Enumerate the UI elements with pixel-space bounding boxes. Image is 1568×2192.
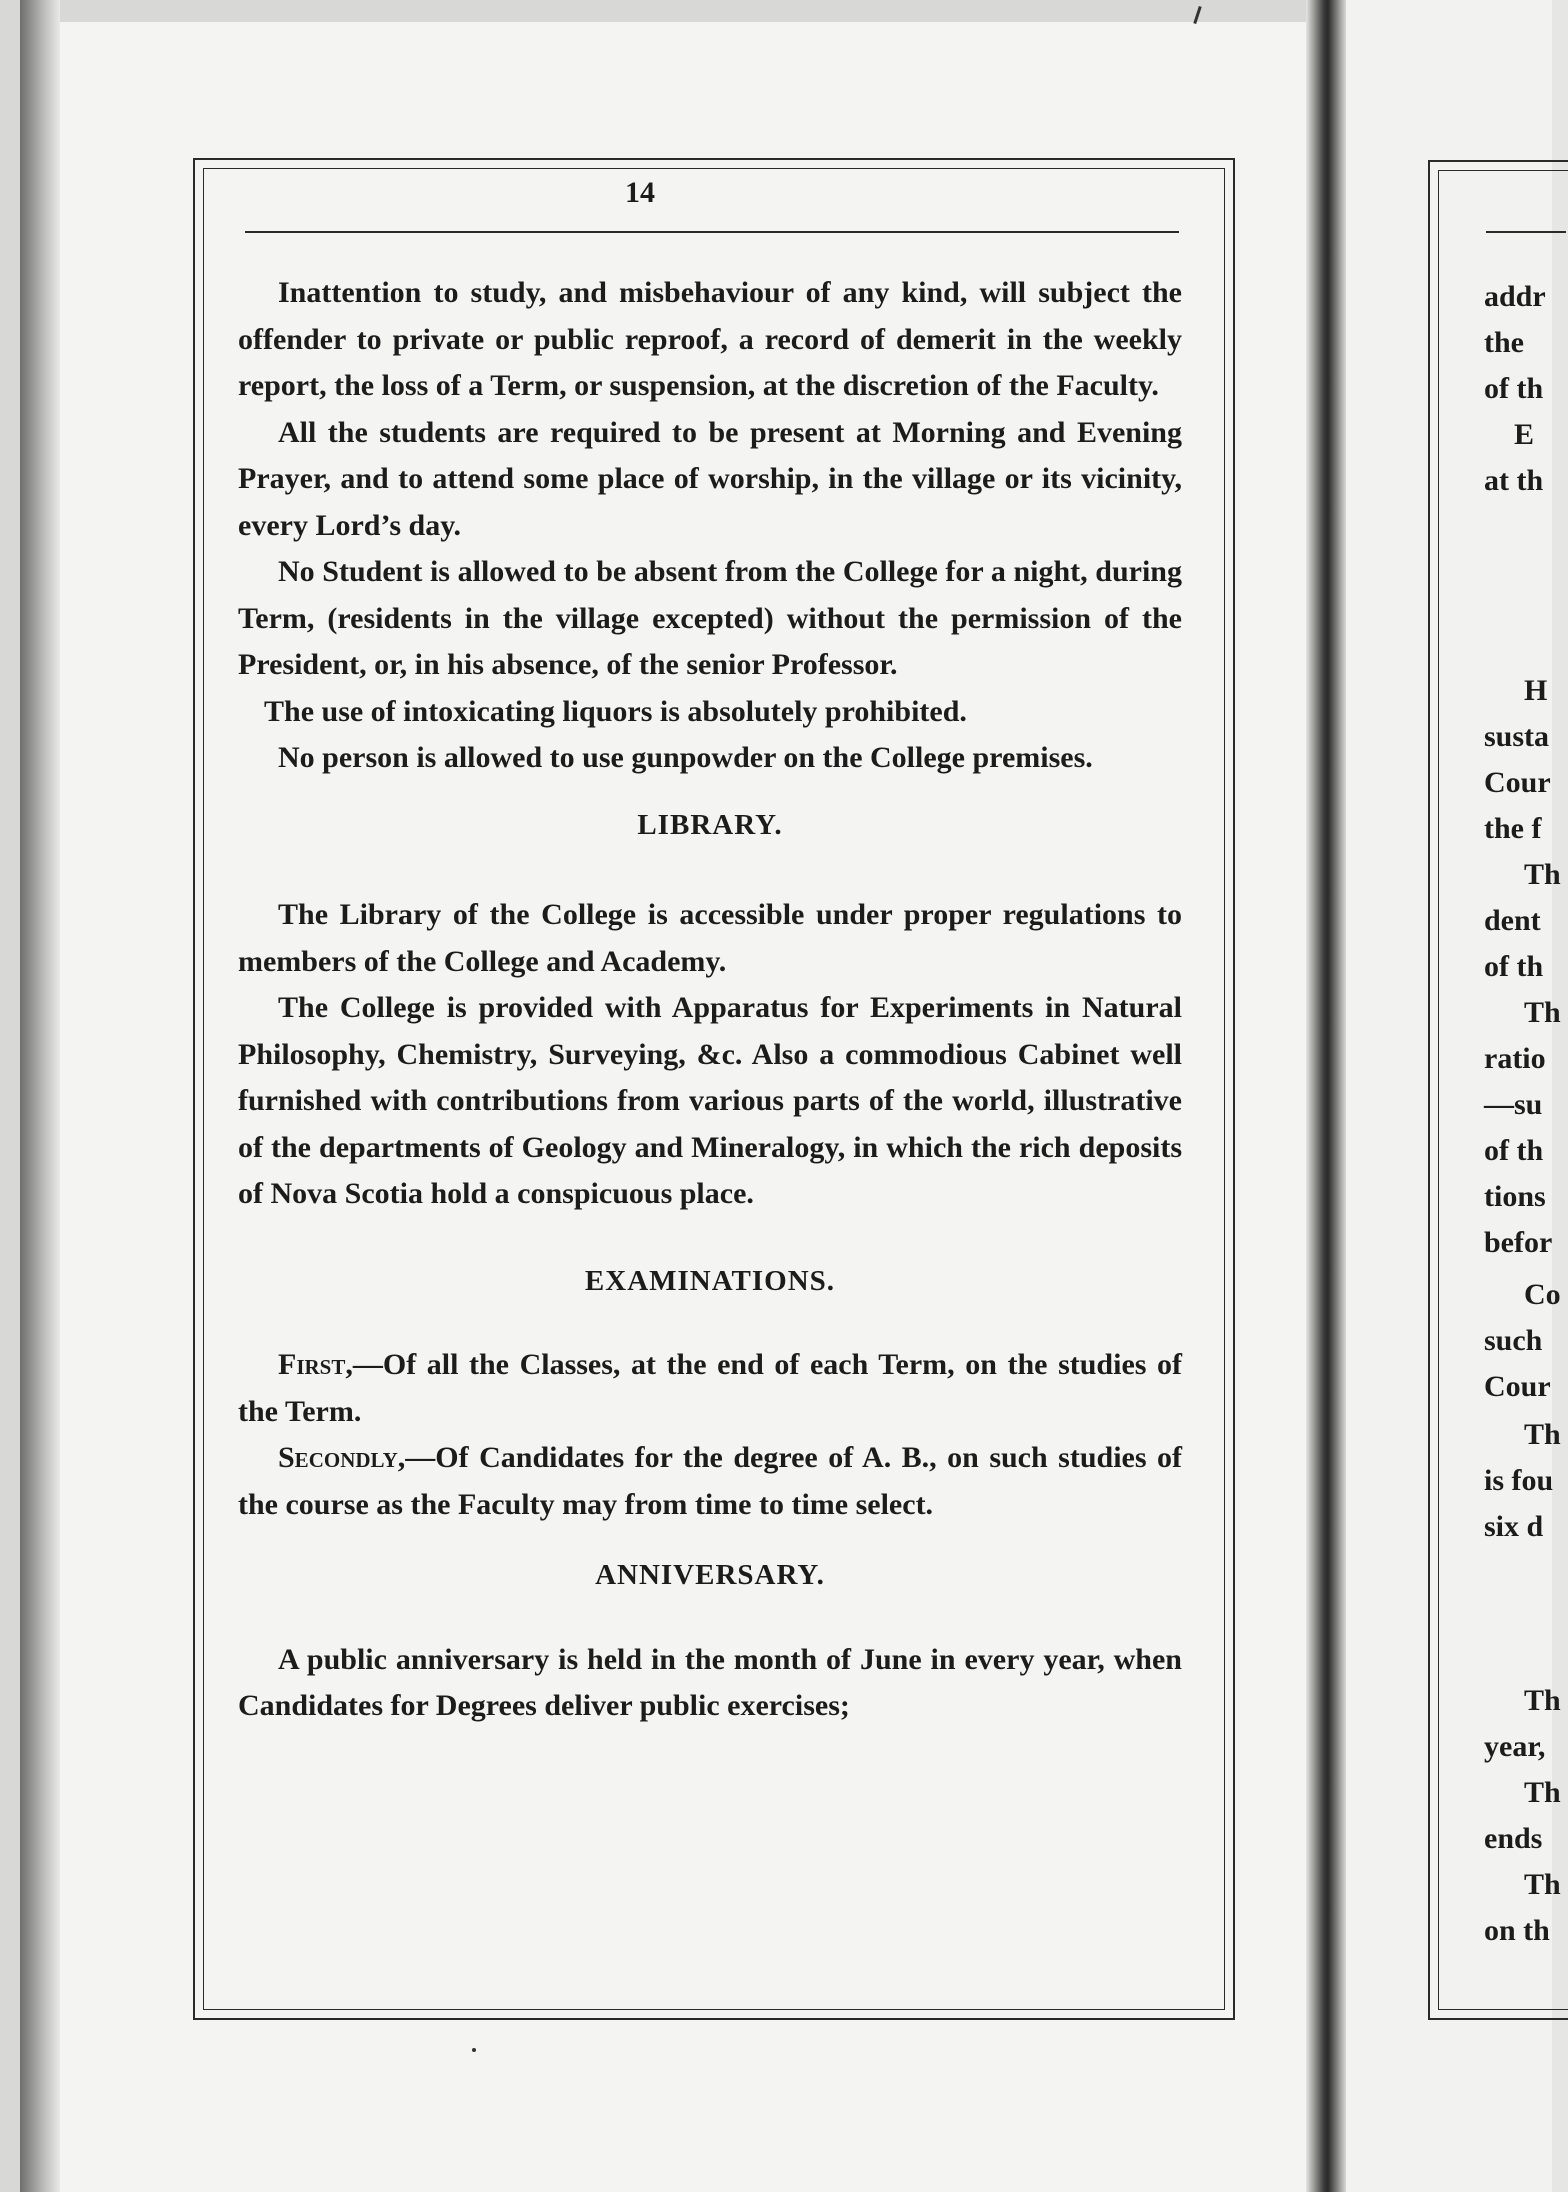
paragraph-conduct: Inattention to study, and misbehaviour of any kind, will subject the offender to private or public reproof, a record of demerit in the weekly report, the loss of a Term, or suspension, at the discretion of the Faculty.	[238, 276, 1182, 402]
right-page-fragment: the	[1484, 326, 1524, 359]
paragraph-exam-second	[238, 1435, 1182, 1528]
right-page-fragment: is fou	[1484, 1464, 1554, 1497]
paragraph-gunpowder: No person is allowed to use gunpowder on the College premises.	[278, 741, 1093, 774]
heading-examinations: EXAMINATIONS.	[584, 1264, 836, 1297]
right-page-fragment: on th	[1484, 1914, 1550, 1947]
right-page-fragment: the f	[1484, 812, 1542, 845]
exam-first-label: First,	[278, 1348, 353, 1381]
right-page-fragment: dent	[1484, 904, 1541, 937]
right-page-fragment: Th	[1524, 858, 1561, 891]
paragraph-exam-first	[238, 1342, 1182, 1435]
right-page-fragment: ratio	[1484, 1042, 1546, 1075]
header-rule	[245, 231, 1179, 233]
right-page-fragment: Cour	[1484, 1370, 1551, 1403]
right-page-fragment: Th	[1524, 996, 1561, 1029]
paragraph-anniversary: A public anniversary is held in the month of June in every year, when Candidates for Degrees deliver public exercises;	[238, 1642, 1182, 1722]
right-page-fragment: such	[1484, 1324, 1543, 1357]
right-page-fragment: Th	[1524, 1776, 1561, 1809]
right-page-fragment: ends	[1484, 1822, 1543, 1855]
right-page-fragment: tions	[1484, 1180, 1546, 1213]
right-page-fragment: at th	[1484, 464, 1544, 497]
right-page-fragment: six d	[1484, 1510, 1544, 1543]
right-page-fragment: year,	[1484, 1730, 1546, 1763]
book-gutter	[1306, 0, 1346, 2192]
scan-speck	[472, 2048, 476, 2052]
heading-anniversary: ANNIVERSARY.	[595, 1559, 825, 1591]
right-page-fragment: Co	[1524, 1278, 1561, 1311]
page-body	[238, 270, 1182, 1730]
right-page-fragment: of th	[1484, 1134, 1544, 1167]
right-page-fragment: E	[1514, 418, 1535, 451]
right-page-fragment: Cour	[1484, 766, 1551, 799]
right-page-fragment: H	[1524, 674, 1548, 707]
right-page-fragment: susta	[1484, 720, 1550, 753]
exam-first-text: —Of all the Classes, at the end of each Term, on the studies of the Term.	[238, 1348, 1182, 1428]
right-page-fragment: Th	[1524, 1868, 1561, 1901]
right-page-fragment: Th	[1524, 1684, 1561, 1717]
paragraph-library: The Library of the College is accessible under proper regulations to members of the College and Academy.	[238, 898, 1182, 978]
right-page-header-rule	[1486, 231, 1566, 233]
paragraph-prayer: All the students are required to be present at Morning and Evening Prayer, and to attend some place of worship, in the village or its vicinity, every Lord’s day.	[238, 415, 1182, 542]
paragraph-absence: No Student is allowed to be absent from the College for a night, during Term, (residents in the village excepted) without the permission of the President, or, in his absence, of the senior Professor.	[238, 555, 1182, 681]
paragraph-liquors: The use of intoxicating liquors is absolutely prohibited.	[264, 694, 967, 728]
right-page-fragment: —su	[1484, 1088, 1543, 1121]
right-page-fragment: of th	[1484, 372, 1544, 405]
left-page-edge	[20, 0, 60, 2192]
right-page-fragment: addr	[1484, 280, 1546, 313]
right-page-fragment: of th	[1484, 950, 1544, 983]
page-number: 14	[625, 176, 655, 209]
exam-second-label: Secondly,	[278, 1441, 406, 1474]
paragraph-apparatus: The College is provided with Apparatus for Experiments in Natural Philosophy, Chemistry, Surveying, &c. Also a commodious Cabinet well furnished with contributions from various parts of the world, illustrative of the departments of Geology and Mineralogy, in which the rich deposits of Nova Scotia hold a conspicuous place.	[238, 991, 1182, 1210]
right-page-fragment: Th	[1524, 1418, 1561, 1451]
heading-library: LIBRARY.	[637, 808, 783, 841]
right-page-fragment: befor	[1484, 1226, 1553, 1259]
exam-second-text: —Of Candidates for the degree of A. B., on such studies of the course as the Faculty may from time to time select.	[238, 1441, 1182, 1521]
